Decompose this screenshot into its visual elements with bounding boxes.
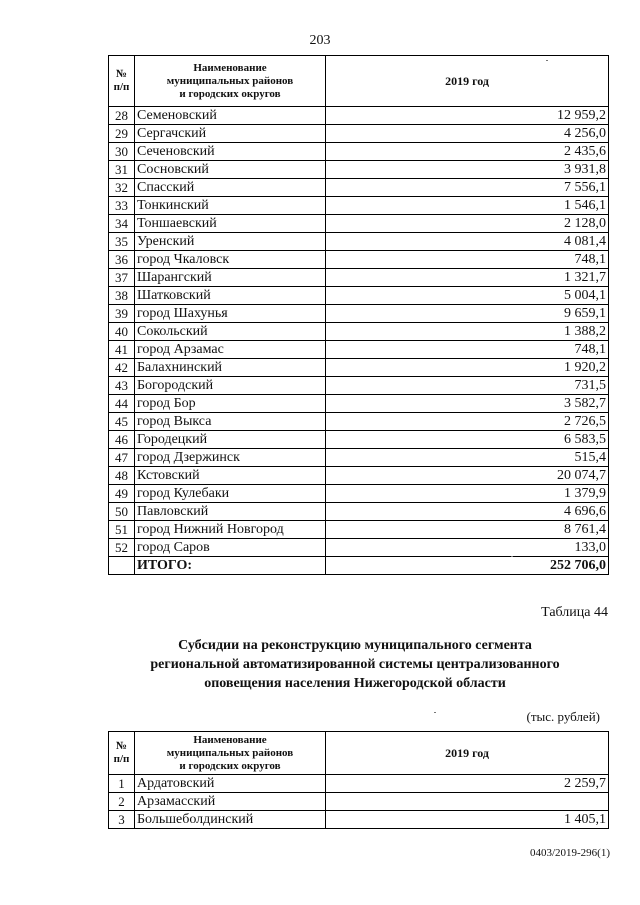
header-name-line: муниципальных районов	[166, 74, 294, 87]
total-row	[109, 557, 609, 575]
table-row	[109, 467, 609, 485]
row-number: 41	[109, 341, 135, 359]
row-number: 45	[109, 413, 135, 431]
row-name: Кстовский	[135, 467, 326, 485]
caption-line: Субсидии на реконструкцию муниципального сегмента	[178, 638, 532, 653]
row-name: Сеченовский	[135, 143, 326, 161]
header-name-line: Наименование	[193, 61, 267, 74]
table-row	[109, 179, 609, 197]
row-name: Арзамасский	[135, 793, 326, 811]
row-number: 1	[109, 775, 135, 793]
row-value: 8 761,4	[326, 521, 609, 539]
row-name: город Арзамас	[135, 341, 326, 359]
table-row	[109, 539, 609, 557]
header-year: 2019 год	[326, 56, 609, 107]
row-name: город Бор	[135, 395, 326, 413]
table-row	[109, 503, 609, 521]
row-value: 748,1	[326, 341, 609, 359]
scan-artifact	[511, 556, 513, 557]
table-row	[109, 395, 609, 413]
row-name: Балахнинский	[135, 359, 326, 377]
header-name-line: Наименование	[193, 733, 267, 746]
row-number: 28	[109, 107, 135, 125]
header-number-line: №	[115, 68, 128, 80]
row-number: 29	[109, 125, 135, 143]
row-value: 6 583,5	[326, 431, 609, 449]
row-number: 35	[109, 233, 135, 251]
row-name: Павловский	[135, 503, 326, 521]
row-value: 20 074,7	[326, 467, 609, 485]
row-name: город Шахунья	[135, 305, 326, 323]
row-number: 47	[109, 449, 135, 467]
table-row	[109, 431, 609, 449]
row-value: 1 388,2	[326, 323, 609, 341]
row-name: Тонкинский	[135, 197, 326, 215]
table-row	[109, 449, 609, 467]
table-row	[109, 233, 609, 251]
row-value: 1 321,7	[326, 269, 609, 287]
scan-artifact	[434, 712, 436, 713]
total-value: 252 706,0	[326, 557, 609, 575]
row-name: Сергачский	[135, 125, 326, 143]
row-value: 2 435,6	[326, 143, 609, 161]
row-number: 2	[109, 793, 135, 811]
table-row	[109, 305, 609, 323]
row-value: 7 556,1	[326, 179, 609, 197]
row-number: 3	[109, 811, 135, 829]
table-row	[109, 251, 609, 269]
page-number: 203	[309, 33, 331, 48]
table-row	[109, 197, 609, 215]
row-value: 1 379,9	[326, 485, 609, 503]
table-row	[109, 215, 609, 233]
row-name: Большеболдинский	[135, 811, 326, 829]
table-row	[109, 793, 609, 811]
row-number: 38	[109, 287, 135, 305]
row-value: 4 696,6	[326, 503, 609, 521]
table-row	[109, 107, 609, 125]
row-value: 1 405,1	[326, 811, 609, 829]
caption-line: оповещения населения Нижегородской области	[204, 676, 506, 691]
row-name: Богородский	[135, 377, 326, 395]
subsidy-table-continued	[108, 55, 609, 575]
table-row	[109, 377, 609, 395]
row-name: город Дзержинск	[135, 449, 326, 467]
row-value: 5 004,1	[326, 287, 609, 305]
total-empty-cell	[109, 557, 135, 575]
table-row	[109, 287, 609, 305]
header-number	[109, 732, 135, 775]
table-row	[109, 521, 609, 539]
row-number: 44	[109, 395, 135, 413]
row-number: 46	[109, 431, 135, 449]
row-value: 9 659,1	[326, 305, 609, 323]
row-number: 52	[109, 539, 135, 557]
header-name	[135, 732, 326, 775]
row-name: Спасский	[135, 179, 326, 197]
row-value: 2 128,0	[326, 215, 609, 233]
row-name: Семеновский	[135, 107, 326, 125]
row-number: 34	[109, 215, 135, 233]
row-value: 748,1	[326, 251, 609, 269]
row-value: 1 920,2	[326, 359, 609, 377]
row-name: город Нижний Новгород	[135, 521, 326, 539]
row-value: 3 931,8	[326, 161, 609, 179]
row-name: Городецкий	[135, 431, 326, 449]
total-label: ИТОГО:	[135, 557, 326, 575]
row-number: 32	[109, 179, 135, 197]
row-number: 40	[109, 323, 135, 341]
table-row	[109, 269, 609, 287]
row-number: 42	[109, 359, 135, 377]
document-code: 0403/2019-296(1)	[529, 847, 610, 859]
table-row	[109, 161, 609, 179]
table-row	[109, 359, 609, 377]
row-name: Сосновский	[135, 161, 326, 179]
siren-subsidy-table	[108, 731, 609, 829]
table-row	[109, 413, 609, 431]
row-number: 50	[109, 503, 135, 521]
row-name: Шарангский	[135, 269, 326, 287]
row-value: 12 959,2	[326, 107, 609, 125]
row-name: Уренский	[135, 233, 326, 251]
row-value: 133,0	[326, 539, 609, 557]
row-value: 3 582,7	[326, 395, 609, 413]
table-label: Таблица 44	[541, 605, 608, 620]
row-value: 2 259,7	[326, 775, 609, 793]
row-number: 49	[109, 485, 135, 503]
row-number: 36	[109, 251, 135, 269]
scan-artifact	[546, 60, 548, 61]
row-name: Ардатовский	[135, 775, 326, 793]
row-number: 33	[109, 197, 135, 215]
caption-line: региональной автоматизированной системы централизованного	[150, 657, 560, 672]
header-year: 2019 год	[326, 732, 609, 775]
row-value: 2 726,5	[326, 413, 609, 431]
row-number: 30	[109, 143, 135, 161]
row-value: 1 546,1	[326, 197, 609, 215]
table-header-row	[109, 732, 609, 775]
header-name-line: и городских округов	[179, 759, 281, 772]
header-number-line: п/п	[113, 753, 130, 765]
row-name: Тоншаевский	[135, 215, 326, 233]
header-number	[109, 56, 135, 107]
table-row	[109, 125, 609, 143]
row-number: 39	[109, 305, 135, 323]
row-value: 4 081,4	[326, 233, 609, 251]
table-caption	[100, 636, 610, 693]
row-number: 31	[109, 161, 135, 179]
header-name-line: муниципальных районов	[166, 746, 294, 759]
header-name	[135, 56, 326, 107]
table-row	[109, 323, 609, 341]
row-name: город Саров	[135, 539, 326, 557]
table-row	[109, 143, 609, 161]
table-row	[109, 485, 609, 503]
table-row	[109, 811, 609, 829]
row-value: 731,5	[326, 377, 609, 395]
row-name: Шатковский	[135, 287, 326, 305]
row-name: город Чкаловск	[135, 251, 326, 269]
row-number: 51	[109, 521, 135, 539]
table-row	[109, 775, 609, 793]
row-name: город Кулебаки	[135, 485, 326, 503]
row-value	[326, 793, 609, 811]
header-number-line: №	[115, 740, 128, 752]
table-row	[109, 341, 609, 359]
row-number: 37	[109, 269, 135, 287]
units-label: (тыс. рублей)	[526, 709, 600, 724]
row-value: 4 256,0	[326, 125, 609, 143]
row-number: 48	[109, 467, 135, 485]
row-name: город Выкса	[135, 413, 326, 431]
row-name: Сокольский	[135, 323, 326, 341]
row-value: 515,4	[326, 449, 609, 467]
header-number-line: п/п	[113, 81, 130, 93]
row-number: 43	[109, 377, 135, 395]
header-name-line: и городских округов	[179, 87, 281, 100]
table-header-row	[109, 56, 609, 107]
